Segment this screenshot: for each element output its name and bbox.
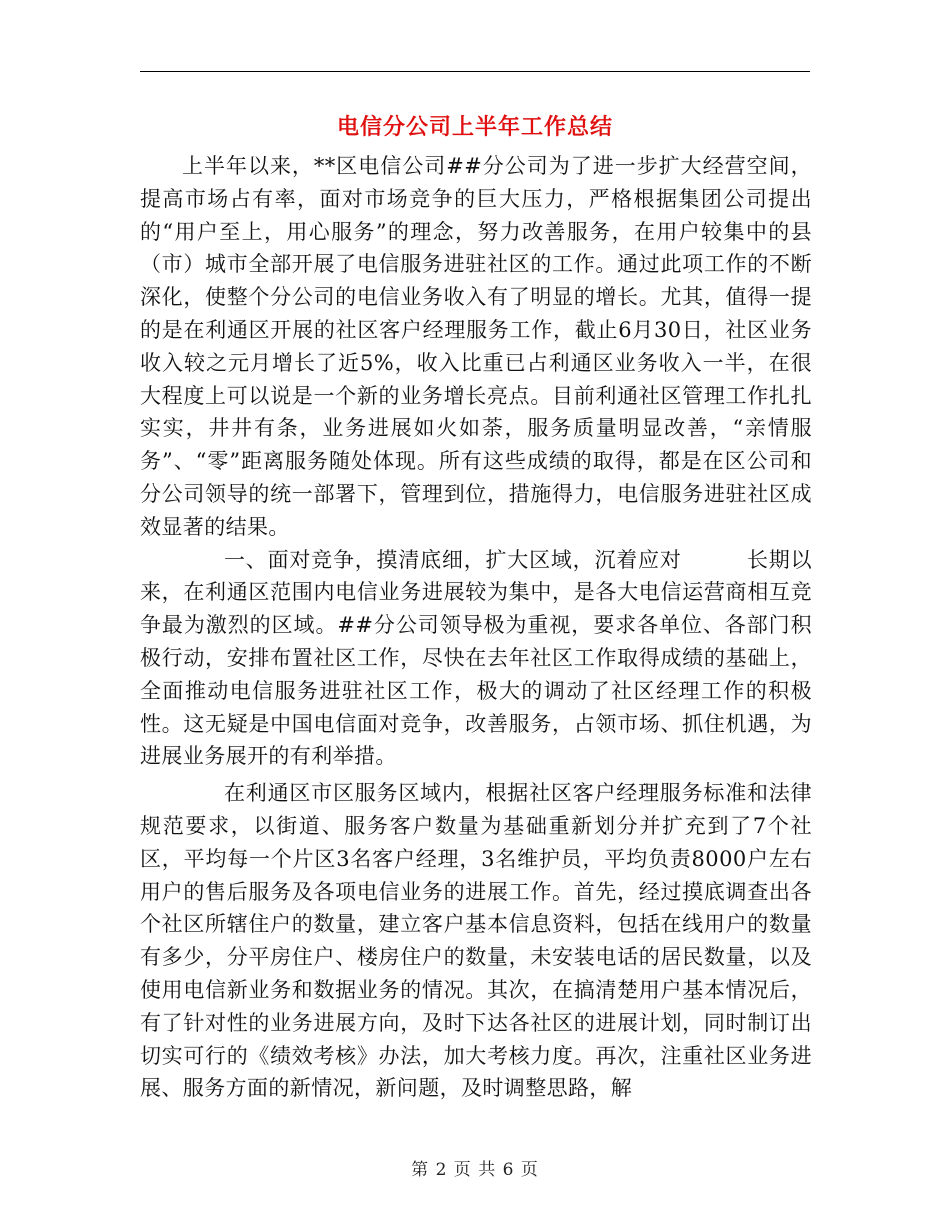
page-number: 第 2 页 共 6 页 [411, 1160, 539, 1180]
paragraph-service-area: 在利通区市区服务区域内，根据社区客户经理服务标准和法律规范要求，以街道、服务客户数量为基础重新划分并扩充到了7个社区，平均每一个片区3名客户经理，3名维护员，平均负责8000户左右用户的售后服务及各项电信业务的进展工作。首先，经过摸底调查出各个社区所辖住户的数量，建立客户基本信息资料，包括在线用户的数量有多少，分平房住户、楼房住户的数量，未安装电话的居民数量，以及使用电信新业务和数据业务的情况。其次，在搞清楚用户基本情况后，有了针对性的业务进展方向，及时下达各社区的进展计划，同时制订出切实可行的《绩效考核》办法，加大考核力度。再次，注重社区业务进展、服务方面的新情况，新问题，及时调整思路，解 [140, 781, 812, 1101]
paragraph-section-1: 一、面对竞争，摸清底细，扩大区域，沉着应对 长期以来，在利通区范围内电信业务进展较为集中，是各大电信运营商相互竞争最为激烈的区域。##分公司领导极为重视，要求各单位、各部门积极行动，安排布置社区工作，尽快在去年社区工作取得成绩的基础上，全面推动电信服务进驻社区工作，极大的调动了社区经理工作的积极性。这无疑是中国电信面对竞争，改善服务，占领市场、抓住机遇，为进展业务展开的有利举措。 [140, 547, 812, 769]
header-rule [140, 71, 810, 72]
paragraph-intro: 上半年以来，**区电信公司##分公司为了进一步扩大经营空间，提高市场占有率，面对市场竞争的巨大压力，严格根据集团公司提出的“用户至上，用心服务”的理念，努力改善服务，在用户较集中的县（市）城市全部开展了电信服务进驻社区的工作。通过此项工作的不断深化，使整个分公司的电信业务收入有了明显的增长。尤其，值得一提的是在利通区开展的社区客户经理服务工作，截止6月30日，社区业务收入较之元月增长了近5%，收入比重已占利通区业务收入一半，在很大程度上可以说是一个新的业务增长亮点。目前利通社区管理工作扎扎实实，井井有条，业务进展如火如荼，服务质量明显改善，“亲情服务”、“零”距离服务随处体现。所有这些成绩的取得，都是在区公司和分公司领导的统一部署下，管理到位，措施得力，电信服务进驻社区成效显著的结果。 [140, 154, 812, 539]
document-title: 电信分公司上半年工作总结 [336, 114, 613, 140]
document-body [140, 150, 812, 1105]
